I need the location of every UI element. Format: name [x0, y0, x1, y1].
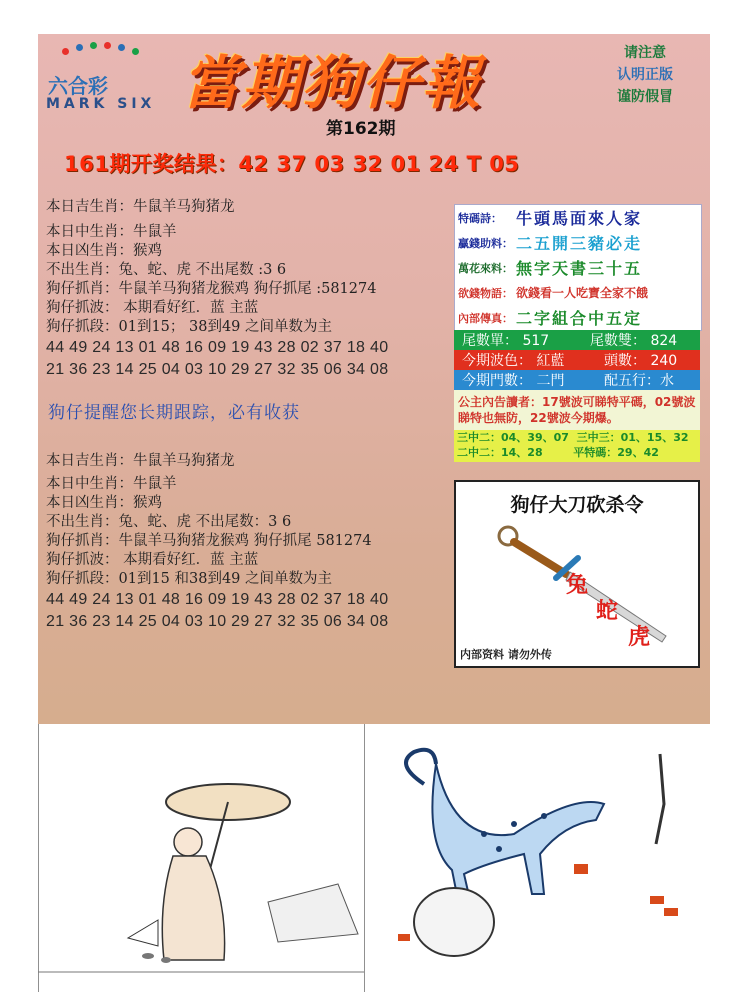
result-numbers: 42 37 03 32 01 24 T 05	[238, 152, 520, 176]
excluded-zodiac: 不出生肖：兔、蛇、虎 不出尾数：3 6	[46, 514, 292, 530]
combination-panel	[454, 430, 700, 462]
door-stats-bar	[454, 370, 700, 390]
knife-panel	[454, 480, 700, 668]
knife-title: 狗仔大刀砍杀令	[510, 494, 644, 516]
poem-label: 欲錢物語：	[458, 286, 513, 300]
zodiac-rabbit: 兔	[566, 572, 589, 598]
catch-zodiac: 狗仔抓肖：牛鼠羊马狗猪龙猴鸡 狗仔抓尾 581274	[46, 533, 372, 549]
poem-label: 萬花來料：	[458, 261, 513, 275]
poem-label: 特碼詩：	[458, 211, 502, 225]
zodiac-tiger: 虎	[628, 624, 651, 650]
poem-row	[455, 230, 701, 255]
lizard-illustration	[364, 724, 708, 992]
forecast-block-1	[46, 198, 446, 381]
poem-text: 無字天書三十五	[516, 259, 643, 278]
excluded-zodiac: 不出生肖：兔、蛇、虎 不出尾数 :3 6	[46, 262, 287, 278]
door-count: 今期門數： 二門	[462, 373, 565, 389]
announcement-tip: 公主內告讀者：17號波可睇特平碼，02號波睇特也無防，22號波今期爆。	[454, 390, 700, 434]
lucky-zodiac: 本日吉生肖：牛鼠羊马狗猪龙	[46, 453, 235, 469]
bad-zodiac: 本日凶生肖：猴鸡	[46, 495, 162, 511]
catch-zodiac: 狗仔抓肖：牛鼠羊马狗猪龙猴鸡 狗仔抓尾 :581274	[46, 281, 377, 297]
notice-line: 请注意	[624, 45, 666, 61]
poem-text: 牛頭馬面來人家	[516, 209, 643, 228]
poem-label: 內部傳真：	[458, 311, 513, 325]
draw-result	[64, 148, 519, 178]
poem-panel	[454, 204, 702, 331]
poem-text: 欲錢看一人吃寶全家不餓	[516, 286, 649, 300]
poem-row	[455, 305, 701, 330]
poem-row	[455, 205, 701, 230]
notice-line: 谨防假冒	[617, 89, 673, 105]
tail-single: 尾數單： 517	[462, 333, 550, 349]
middle-zodiac: 本日中生肖：牛鼠羊	[46, 476, 177, 492]
catch-wave: 狗仔抓波： 本期看好红．蓝 主蓝	[46, 300, 259, 316]
zodiac-snake: 蛇	[596, 598, 619, 624]
authenticity-notice	[604, 42, 686, 108]
number-row: 44 49 24 13 01 48 16 09 19 43 28 02 37 18 40	[46, 339, 389, 356]
tail-double: 尾數雙： 824	[590, 333, 678, 349]
five-element: 配五行：水	[604, 373, 674, 389]
bad-zodiac: 本日凶生肖：猴鸡	[46, 243, 162, 259]
forecast-block-2	[46, 452, 446, 633]
reminder-text: 狗仔提醒您长期跟踪，必有收获	[48, 403, 300, 423]
number-row: 21 36 23 14 25 04 03 10 29 27 32 35 06 34 08	[46, 361, 389, 378]
combo-text: 二中二：14、28	[457, 446, 543, 459]
tail-stats-bar	[454, 330, 700, 350]
catch-segment: 狗仔抓段：01到15 和38到49 之间单数为主	[46, 571, 333, 587]
number-row: 44 49 24 13 01 48 16 09 19 43 28 02 37 18 40	[46, 591, 389, 608]
poem-text: 二五開三豬必走	[516, 234, 643, 253]
logo-subtitle: MARK SIX	[46, 96, 156, 112]
poem-row	[455, 280, 701, 305]
knife-footer: 内部资料 请勿外传	[460, 648, 552, 661]
woman-umbrella-illustration	[38, 724, 364, 992]
poem-label: 贏錢助料：	[458, 236, 513, 250]
middle-zodiac: 本日中生肖：牛鼠羊	[46, 224, 177, 240]
lucky-zodiac: 本日吉生肖：牛鼠羊马狗猪龙	[46, 199, 235, 215]
wave-color: 今期波色： 紅藍	[462, 353, 565, 369]
wave-stats-bar	[454, 350, 700, 370]
combo-text: 三中三：01、15、32	[576, 431, 689, 444]
poem-row	[455, 255, 701, 280]
catch-segment: 狗仔抓段：01到15； 38到49 之间单数为主	[46, 319, 333, 335]
result-label: 161期开奖结果：	[64, 152, 239, 176]
page-title: 當期狗仔報	[182, 49, 483, 117]
notice-line: 认明正版	[617, 67, 673, 83]
poem-text: 二字組合中五定	[516, 309, 643, 328]
combo-text: 平特碼：29、42	[573, 446, 659, 459]
logo-dots	[62, 42, 152, 56]
head-number: 頭數： 240	[604, 353, 678, 369]
logo-text: 六合彩	[48, 74, 108, 98]
combo-text: 三中二：04、39、07	[457, 431, 569, 444]
issue-number: 第162期	[326, 119, 396, 139]
number-row: 21 36 23 14 25 04 03 10 29 27 32 35 06 34 08	[46, 613, 389, 630]
catch-wave: 狗仔抓波： 本期看好红．蓝 主蓝	[46, 552, 259, 568]
